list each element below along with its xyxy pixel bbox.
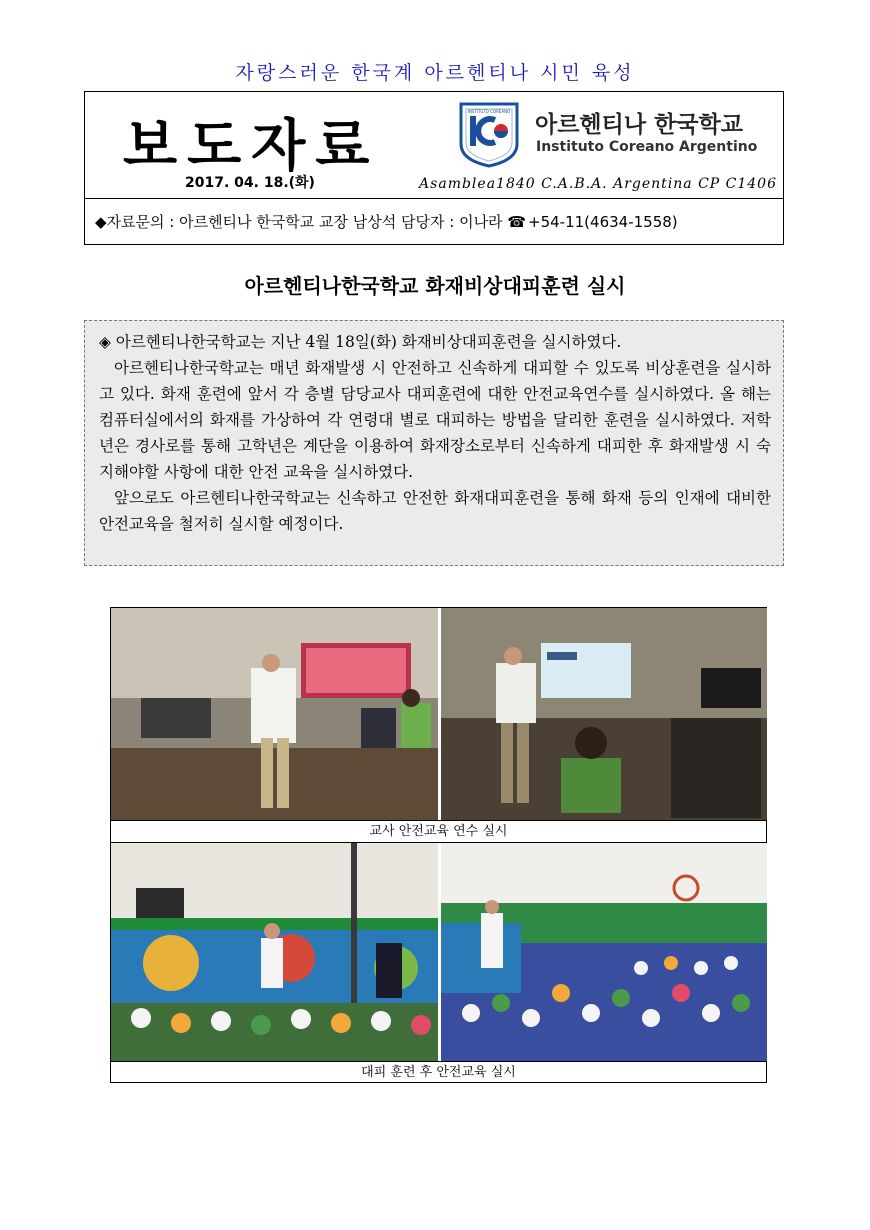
contact-line [95, 211, 678, 232]
photo-grid [110, 607, 767, 1083]
phone-number: +54-11(4634-1558) [528, 213, 678, 231]
header-divider [85, 198, 783, 199]
body-paragraph-2: 아르헨티나한국학교는 매년 화재발생 시 안전하고 신속하게 대피할 수 있도록 비상훈련을 실시하고 있다. 화재 훈련에 앞서 각 층별 담당교사 대피훈련에 대한 안전교육연수를 실시하였다. 올 해는 컴퓨터실에서의 화재를 가상하여 각 연령대 별로 대피하는 방법을 달리한 훈련을 실시하였다. 저학년은 경사로를 통해 고학년은 계단을 이용하여 화재장소로부터 신속하게 대피한 후 화재발생 시 숙지해야할 사항에 대한 안전 교육을 실시하였다. [99, 359, 772, 481]
school-address: Asamblea1840 C.A.B.A. Argentina CP C1406 [419, 176, 777, 192]
release-date: 2017. 04. 18.(화) [185, 175, 315, 191]
slogan: 자랑스러운 한국계 아르헨티나 시민 육성 [235, 62, 635, 84]
press-release-header [84, 91, 784, 245]
article-headline: 아르헨티나한국학교 화재비상대피훈련 실시 [244, 274, 626, 298]
school-logo [457, 100, 521, 168]
caption-teacher-training: 교사 안전교육 연수 실시 [111, 820, 766, 843]
photo-students-gym [441, 843, 767, 1061]
body-paragraph-1: ◈ 아르헨티나한국학교는 지난 4월 18일(화) 화재비상대피훈련을 실시하였다. [99, 333, 622, 351]
photo-teacher-training-projector [441, 608, 767, 820]
photo-students-mural [111, 843, 438, 1061]
svg-text:INSTITUTO COREANO: INSTITUTO COREANO [467, 109, 511, 114]
telephone-icon: ☎ [507, 213, 527, 231]
caption-evacuation-education: 대피 훈련 후 안전교육 실시 [111, 1061, 766, 1084]
logo-name-spanish: Instituto Coreano Argentino [536, 139, 758, 155]
page-title: 보도자료 [123, 114, 380, 179]
photo-teacher-training-classroom [111, 608, 438, 820]
contact-label: ◆자료문의 : 아르헨티나 한국학교 교장 남상석 담당자 : 이나라 [95, 213, 508, 231]
logo-name-korean: 아르헨티나 한국학교 [535, 112, 743, 138]
article-body [84, 320, 784, 566]
body-paragraph-3: 앞으로도 아르헨티나한국학교는 신속하고 안전한 화재대피훈련을 통해 화재 등의 인재에 대비한 안전교육을 철저히 실시할 예정이다. [99, 489, 771, 533]
